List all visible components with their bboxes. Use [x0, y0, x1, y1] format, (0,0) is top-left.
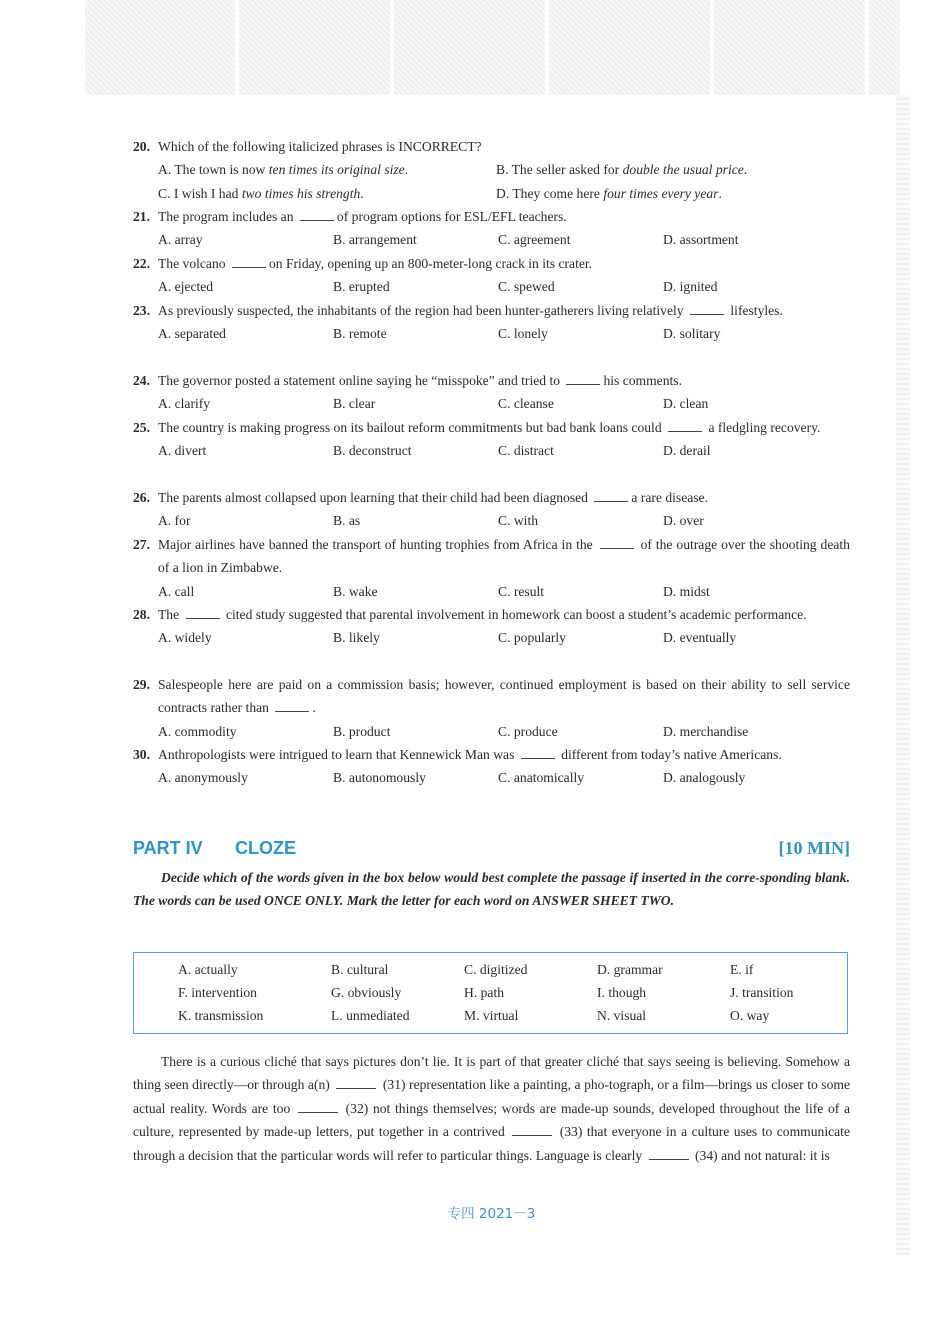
option-c[interactable]: C. produce — [498, 723, 558, 739]
option-row — [158, 275, 850, 298]
option-d[interactable]: D. analogously — [663, 770, 746, 786]
option-b[interactable]: B. wake — [333, 583, 378, 599]
option-d[interactable]: D. merchandise — [663, 723, 749, 739]
word-choice: A. actually — [178, 962, 238, 977]
answer-blank — [600, 536, 634, 549]
question-stem: Salespeople here are paid on a commission basis; however, continued employment is based on their ability to sell service contracts rather than . — [158, 677, 850, 716]
word-choice: H. path — [464, 985, 505, 1000]
question-stem: Major airlines have banned the transport of hunting trophies from Africa in the of the outrage over the shooting death of a lion in Zimbabwe. — [158, 537, 850, 576]
question-number: 30. — [133, 747, 150, 762]
answer-blank — [690, 302, 724, 315]
option-a[interactable]: A. commodity — [158, 723, 237, 739]
question-number: 25. — [133, 420, 150, 435]
word-choice: D. grammar — [597, 962, 663, 977]
answer-blank — [275, 699, 309, 712]
option-row — [158, 182, 850, 205]
question-number: 29. — [133, 677, 150, 692]
scan-header-band — [85, 0, 900, 95]
question-number: 23. — [133, 303, 150, 318]
section-heading — [133, 838, 850, 866]
word-choice: M. virtual — [464, 1008, 519, 1023]
part-name: CLOZE — [235, 838, 296, 858]
time-allotted: [10 MIN] — [778, 838, 850, 858]
option-b[interactable]: B. likely — [333, 630, 380, 646]
option-c[interactable]: C. popularly — [498, 630, 566, 646]
question-stem: The cited study suggested that parental involvement in homework can boost a student’s academic performance. — [158, 607, 807, 622]
word-choice: J. transition — [730, 985, 794, 1000]
word-choice: L. unmediated — [331, 1008, 410, 1023]
option-a[interactable]: A. call — [158, 583, 195, 599]
answer-blank — [232, 255, 266, 268]
question-23 — [133, 299, 850, 346]
option-b[interactable]: B. as — [333, 513, 361, 529]
option-c[interactable]: C. cleanse — [498, 396, 554, 412]
option-c[interactable]: C. distract — [498, 443, 554, 459]
question-stem: Anthropologists were intrigued to learn that Kennewick Man was different from today’s native Americans. — [158, 747, 782, 762]
question-number: 27. — [133, 537, 150, 552]
part-number: PART IV — [133, 838, 203, 858]
question-stem: The governor posted a statement online saying he “misspoke” and tried to his comments. — [158, 373, 682, 388]
question-28 — [133, 603, 850, 650]
option-a[interactable]: A. separated — [158, 326, 226, 342]
word-choice: F. intervention — [178, 985, 257, 1000]
answer-blank — [594, 489, 628, 502]
option-a[interactable]: A. widely — [158, 630, 212, 646]
blank-34[interactable] — [649, 1147, 689, 1160]
word-choice: N. visual — [597, 1008, 647, 1023]
answer-blank — [566, 372, 600, 385]
option-b[interactable]: B. arrangement — [333, 232, 417, 248]
answer-blank — [186, 606, 220, 619]
question-number: 24. — [133, 373, 150, 388]
option-d[interactable]: D. eventually — [663, 630, 737, 646]
header-divider — [235, 0, 239, 95]
option-row — [158, 322, 850, 345]
header-divider — [865, 0, 869, 95]
header-divider — [390, 0, 394, 95]
blank-33[interactable] — [512, 1123, 552, 1136]
option-b[interactable]: B. deconstruct — [333, 443, 412, 459]
option-row — [158, 228, 850, 251]
option-c[interactable]: C. spewed — [498, 279, 555, 295]
answer-blank — [521, 746, 555, 759]
question-number: 21. — [133, 209, 150, 224]
option-c[interactable]: C. agreement — [498, 232, 571, 248]
section-instructions: Decide which of the words given in the box below would best complete the passage if inserted in the corre-sponding blank. The words can be used ONCE ONLY. Mark the letter for each word on ANSWER SHEET TWO. — [133, 870, 850, 909]
question-stem: The country is making progress on its bailout reform commitments but bad bank loans could a fledgling recovery. — [158, 420, 821, 435]
option-b[interactable]: B. product — [333, 723, 391, 739]
option-row — [158, 626, 850, 649]
option-d[interactable]: D. derail — [663, 443, 711, 459]
word-choice: I. though — [597, 985, 647, 1000]
option-a[interactable]: A. The town is now ten times its original size. — [158, 162, 409, 178]
question-number: 20. — [133, 139, 150, 154]
question-number: 26. — [133, 490, 150, 505]
option-a[interactable]: A. for — [158, 513, 191, 529]
word-choice: E. if — [730, 962, 754, 977]
question-stem: The program includes an of program options for ESL/EFL teachers. — [158, 209, 567, 224]
page-footer: 专四 2021－3 — [447, 1206, 536, 1222]
header-divider — [710, 0, 714, 95]
option-c[interactable]: C. result — [498, 583, 545, 599]
question-30 — [133, 743, 850, 790]
answer-blank — [300, 208, 334, 221]
option-d[interactable]: D. assortment — [663, 232, 739, 248]
question-number: 22. — [133, 256, 150, 271]
option-d[interactable]: D. They come here four times every year. — [496, 185, 722, 201]
question-29 — [133, 673, 850, 743]
option-c[interactable]: C. anatomically — [498, 770, 585, 786]
option-d[interactable]: D. over — [663, 513, 704, 529]
option-row — [158, 392, 850, 415]
question-27 — [133, 533, 850, 603]
question-26 — [133, 486, 850, 533]
option-a[interactable]: A. clarify — [158, 396, 211, 412]
question-24 — [133, 369, 850, 416]
option-d[interactable]: D. ignited — [663, 279, 718, 295]
option-row — [158, 439, 850, 462]
option-c[interactable]: C. lonely — [498, 326, 548, 342]
option-a[interactable]: A. divert — [158, 443, 207, 459]
option-d[interactable]: D. midst — [663, 583, 710, 599]
question-25 — [133, 416, 850, 463]
word-choice: C. digitized — [464, 962, 528, 977]
option-a[interactable]: A. ejected — [158, 279, 214, 295]
option-c[interactable]: C. I wish I had two times his strength. — [158, 185, 364, 201]
option-c[interactable]: C. with — [498, 513, 539, 529]
option-row — [158, 720, 850, 743]
word-choice: G. obviously — [331, 985, 402, 1000]
word-choice: K. transmission — [178, 1008, 264, 1023]
answer-blank — [668, 419, 702, 432]
question-stem: The parents almost collapsed upon learning that their child had been diagnosed a rare disease. — [158, 490, 708, 505]
word-choice: O. way — [730, 1008, 770, 1023]
option-row — [158, 509, 850, 532]
question-stem: The volcano on Friday, opening up an 800-meter-long crack in its crater. — [158, 256, 593, 271]
blank-31[interactable] — [336, 1076, 376, 1089]
scan-right-edge — [896, 95, 910, 1255]
header-divider — [545, 0, 549, 95]
question-number: 28. — [133, 607, 150, 622]
cloze-passage: There is a curious cliché that says pictures don’t lie. It is part of that greater cliché that says seeing is believing. Somehow a thing seen directly—or through a(n) (31) representation like a painting, a pho-tograph, or a film—brings us closer to some actual reality. Words are too (32) not things themselves; words are made-up sounds, developed throughout the life of a culture, represented by made-up letters, put together in a contrived (33) that everyone in a culture uses to communicate through a decision that the particular words will refer to particular things. Language is clearly (34) and not natural: it is — [133, 1054, 850, 1163]
option-b[interactable]: B. autonomously — [333, 770, 426, 786]
question-22 — [133, 252, 850, 299]
question-20 — [133, 135, 850, 205]
blank-32[interactable] — [298, 1100, 338, 1113]
word-choice: B. cultural — [331, 962, 389, 977]
question-stem: Which of the following italicized phrases is INCORRECT? — [158, 139, 482, 154]
word-bank — [133, 952, 848, 1034]
option-a[interactable]: A. anonymously — [158, 770, 248, 786]
option-b[interactable]: B. remote — [333, 326, 387, 342]
option-row — [158, 158, 850, 181]
option-b[interactable]: B. clear — [333, 396, 376, 412]
option-d[interactable]: D. solitary — [663, 326, 721, 342]
option-b[interactable]: B. erupted — [333, 279, 390, 295]
option-d[interactable]: D. clean — [663, 396, 709, 412]
question-stem: As previously suspected, the inhabitants of the region had been hunter-gatherers living relatively lifestyles. — [158, 303, 783, 318]
option-b[interactable]: B. The seller asked for double the usual price. — [496, 162, 748, 178]
option-row — [158, 580, 850, 603]
question-21 — [133, 205, 850, 252]
option-a[interactable]: A. array — [158, 232, 203, 248]
option-row — [158, 766, 850, 789]
